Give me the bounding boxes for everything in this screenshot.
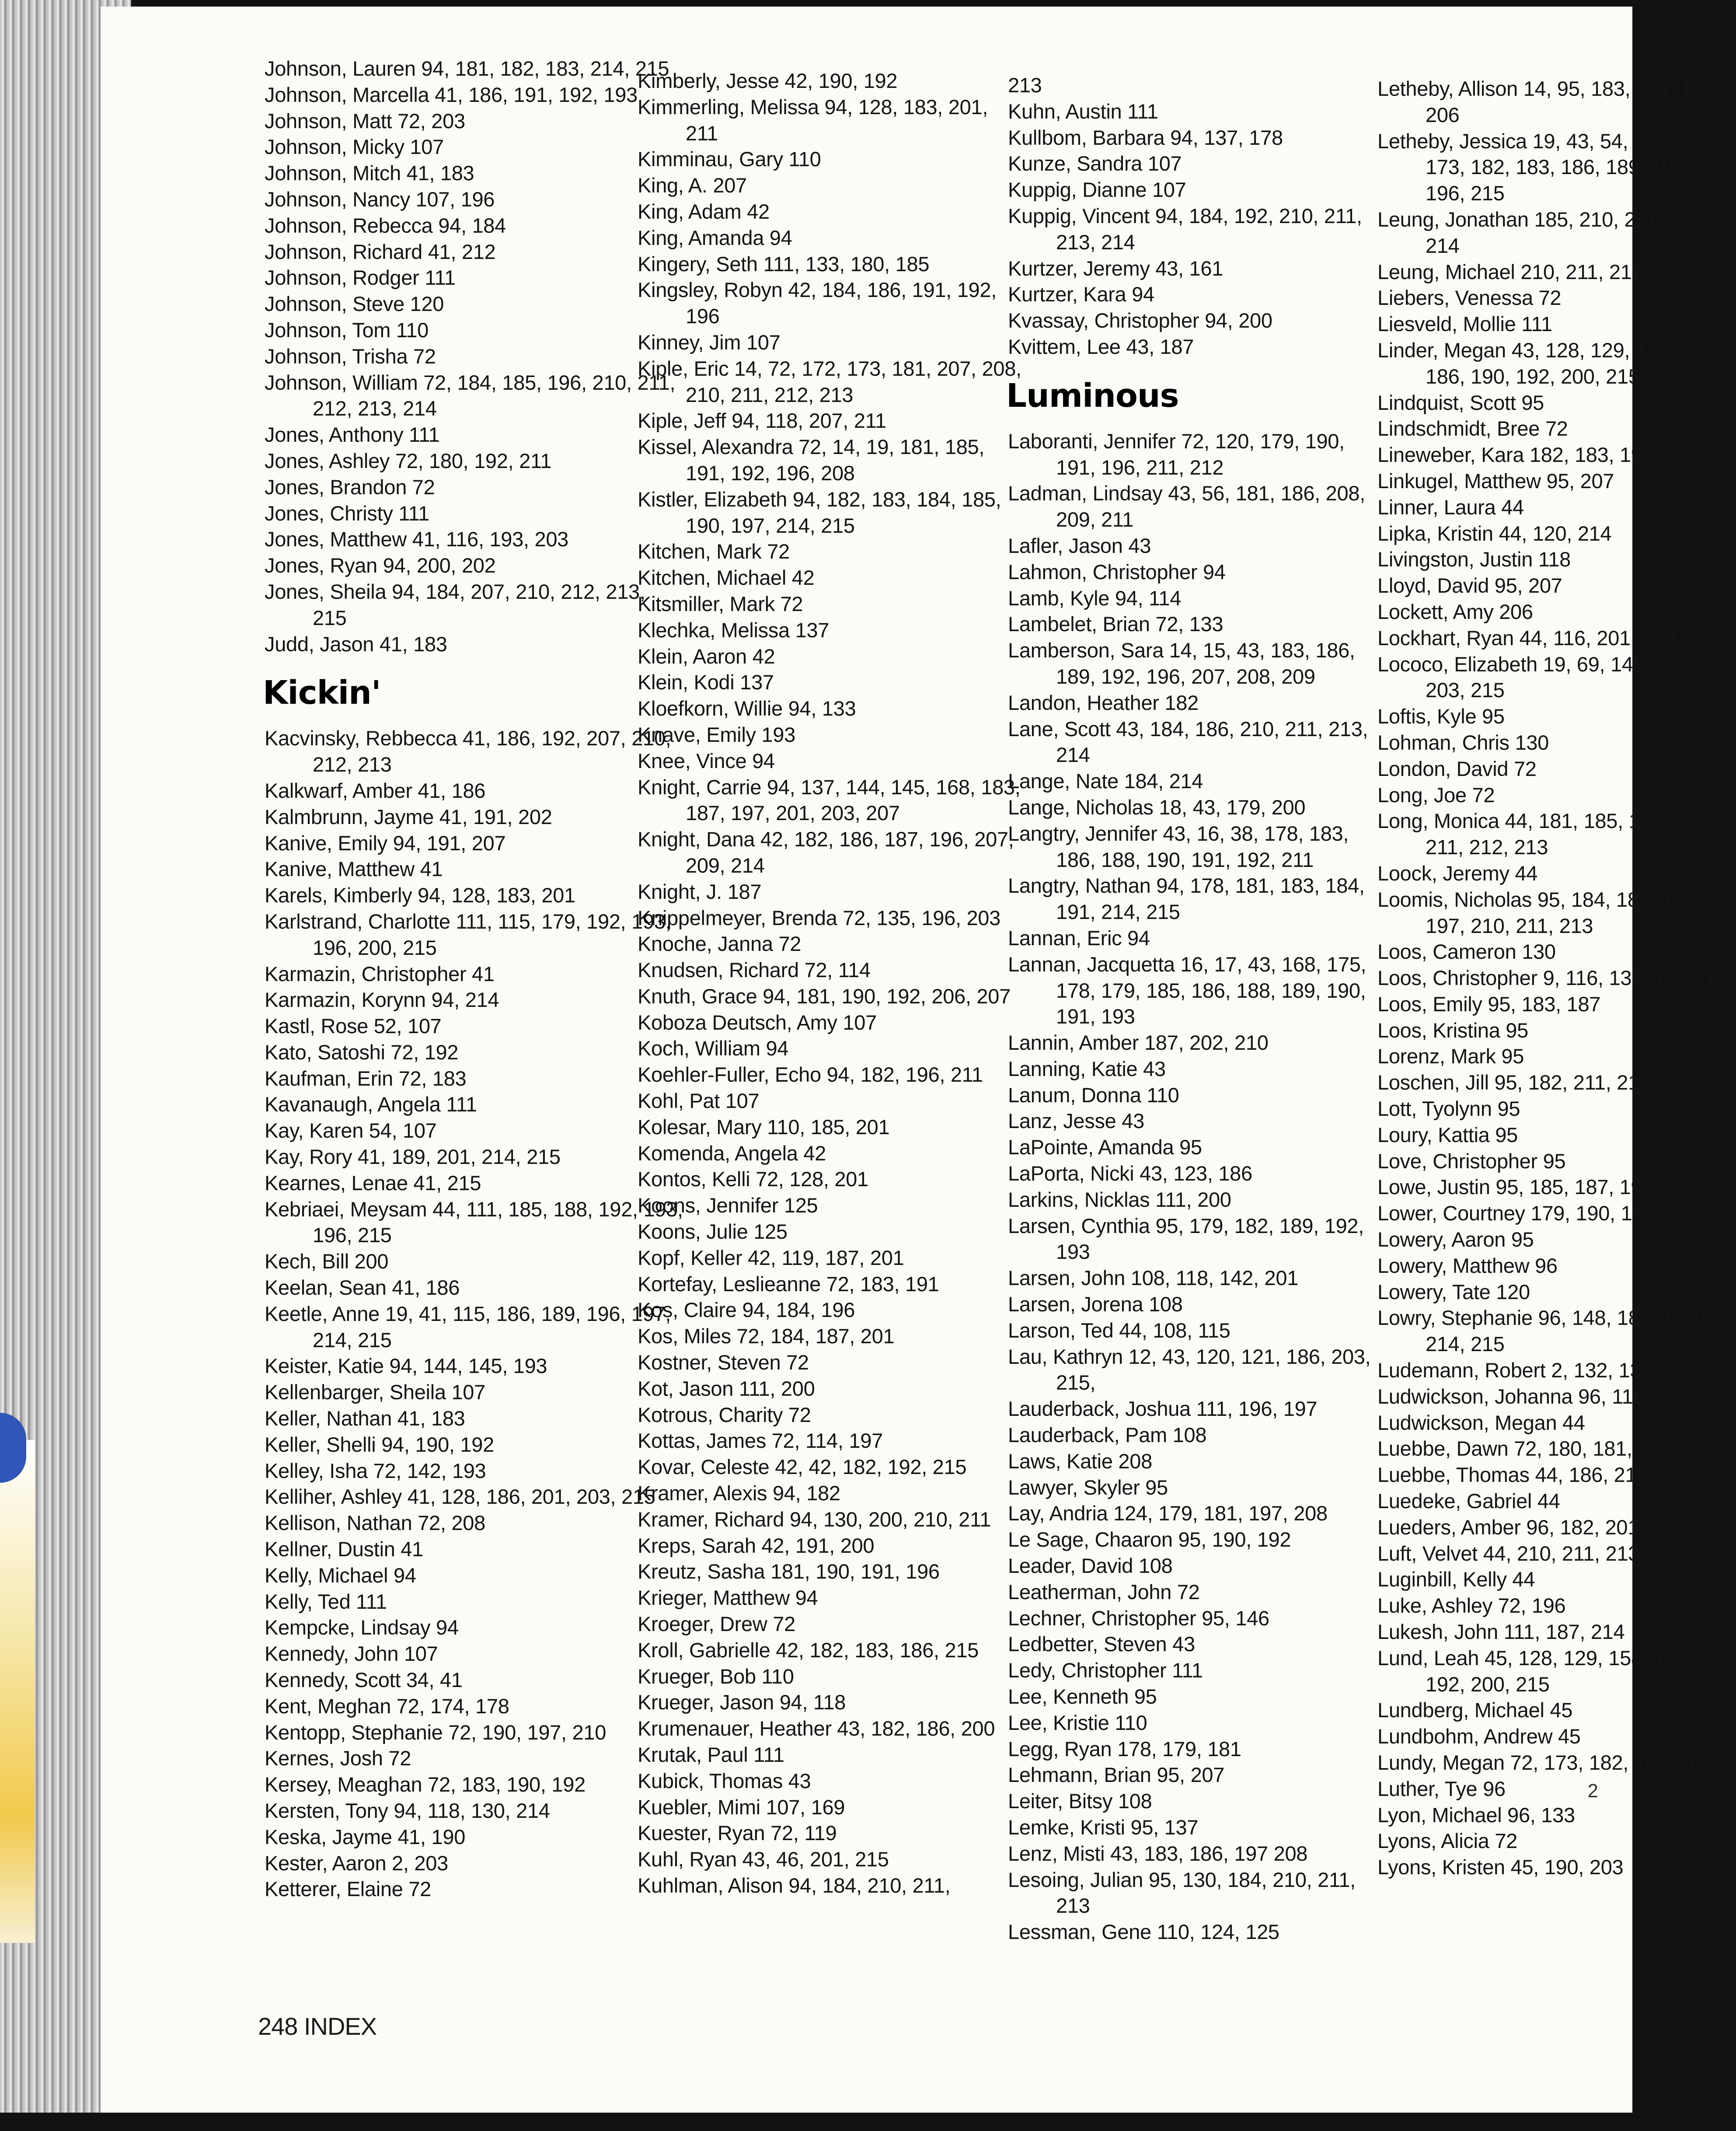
index-entry: Johnson, Rebecca 94, 184 xyxy=(265,213,506,237)
index-entry: Johnson, Lauren 94, 181, 182, 183, 214, 215 xyxy=(265,57,669,80)
index-entry: Kalkwarf, Amber 41, 186 xyxy=(265,779,486,802)
index-entry: Landon, Heather 182 xyxy=(1008,691,1199,714)
index-entry: Knippelmeyer, Brenda 72, 135, 196, 203 xyxy=(638,906,1000,929)
index-entry: Loftis, Kyle 95 xyxy=(1377,705,1505,728)
index-entry: King, A. 207 xyxy=(638,174,747,197)
index-entry: Klein, Kodi 137 xyxy=(638,671,774,694)
index-entry: Komenda, Angela 42 xyxy=(638,1141,826,1165)
index-entry: Ludemann, Robert 2, 132, 133 xyxy=(1377,1359,1653,1382)
index-entry: Johnson, Trisha 72 xyxy=(265,344,436,368)
index-entry: Leung, Jonathan 185, 210, 211, 21 213, 214 xyxy=(1377,207,1736,257)
index-entry: Langtry, Jennifer 43, 16, 38, 178, 183, 186, 188, 190, 191, 192, 211 xyxy=(1008,821,1349,871)
index-entry: Koons, Julie 125 xyxy=(638,1220,788,1244)
index-entry: Lange, Nate 184, 214 xyxy=(1008,769,1203,793)
index-entry: Kennedy, John 107 xyxy=(265,1642,438,1666)
index-entry: Kurtzer, Kara 94 xyxy=(1008,283,1154,306)
index-entry: Lundberg, Michael 45 xyxy=(1377,1698,1573,1722)
index-entry: Kent, Meghan 72, 174, 178 xyxy=(265,1694,509,1718)
index-entry: Kingery, Seth 111, 133, 180, 185 xyxy=(638,252,930,276)
index-entry: Kester, Aaron 2, 203 xyxy=(265,1851,448,1875)
index-entry: Loock, Jeremy 44 xyxy=(1377,861,1538,885)
index-entry: LaPointe, Amanda 95 xyxy=(1008,1135,1202,1159)
index-entry: Linder, Megan 43, 128, 129, 181, 182, 186, 190, 192, 200, 215 xyxy=(1377,338,1720,388)
index-entry: Loos, Christopher 9, 116, 130, 13 201 xyxy=(1377,966,1716,990)
index-entry: Larsen, John 108, 118, 142, 201 xyxy=(1008,1266,1299,1290)
index-entry: Luke, Ashley 72, 196 xyxy=(1377,1594,1566,1617)
index-entry: Loomis, Nicholas 95, 184, 185, 18 190, 197, 210, 211, 213 xyxy=(1377,887,1729,937)
index-entry: Lowery, Aaron 95 xyxy=(1377,1228,1534,1251)
index-entry: Karmazin, Korynn 94, 214 xyxy=(265,988,499,1012)
index-entry: Johnson, Richard 41, 212 xyxy=(265,240,496,263)
index-entry: Kimminau, Gary 110 xyxy=(638,147,821,171)
index-entry: Kalmbrunn, Jayme 41, 191, 202 xyxy=(265,805,552,828)
index-entry: Kempcke, Lindsay 94 xyxy=(265,1616,459,1639)
page-footer: 248 INDEX xyxy=(258,2012,377,2040)
index-entry: Kimberly, Jesse 42, 190, 192 xyxy=(638,69,898,92)
index-entry: Loos, Emily 95, 183, 187 xyxy=(1377,992,1601,1016)
index-entry: Koch, William 94 xyxy=(638,1037,789,1060)
index-entry: Kohl, Pat 107 xyxy=(638,1089,760,1113)
index-entry: Livingston, Justin 118 xyxy=(1377,548,1571,571)
index-entry: Leader, David 108 xyxy=(1008,1554,1173,1578)
index-entry: Kopf, Keller 42, 119, 187, 201 xyxy=(638,1246,904,1269)
index-entry: Lundbohm, Andrew 45 xyxy=(1377,1725,1581,1748)
index-entry: Kurtzer, Jeremy 43, 161 xyxy=(1008,256,1224,280)
index-entry: Lechner, Christopher 95, 146 xyxy=(1008,1606,1269,1630)
index-entry: Knave, Emily 193 xyxy=(638,723,795,746)
index-entry: Kostner, Steven 72 xyxy=(638,1351,809,1374)
index-entry: King, Adam 42 xyxy=(638,199,770,223)
index-entry: Kuester, Ryan 72, 119 xyxy=(638,1821,837,1845)
index-entry: Larson, Ted 44, 108, 115 xyxy=(1008,1318,1231,1342)
index-entry: Lessman, Gene 110, 124, 125 xyxy=(1008,1920,1279,1944)
index-entry: Jones, Matthew 41, 116, 193, 203 xyxy=(265,528,569,551)
index-entry: Knight, Carrie 94, 137, 144, 145, 168, 183, 187, 197, 201, 203, 207 xyxy=(638,775,1021,825)
index-entry: Lahmon, Christopher 94 xyxy=(1008,560,1226,583)
index-entry: Kissel, Alexandra 72, 14, 19, 181, 185, 191, 192, 196, 208 xyxy=(638,435,985,485)
index-entry: Jones, Sheila 94, 184, 207, 210, 212, 213, 215 xyxy=(265,580,645,629)
index-entry: Krumenauer, Heather 43, 182, 186, 200 xyxy=(638,1717,995,1740)
index-entry: Liebers, Venessa 72 xyxy=(1377,286,1562,310)
index-entry: Kloefkorn, Willie 94, 133 xyxy=(638,697,856,720)
index-entry: Long, Monica 44, 181, 185, 183, 210, 211, 212, 213 xyxy=(1377,809,1713,859)
index-entry: Kuhl, Ryan 43, 46, 201, 215 xyxy=(638,1848,889,1871)
index-entry: Krueger, Jason 94, 118 xyxy=(638,1691,846,1714)
index-entry: Lorenz, Mark 95 xyxy=(1377,1045,1524,1068)
index-entry: Kuebler, Mimi 107, 169 xyxy=(638,1795,845,1819)
index-entry: Judd, Jason 41, 183 xyxy=(265,632,447,656)
index-entry: Kubick, Thomas 43 xyxy=(638,1769,811,1792)
index-entry: Kelly, Ted 111 xyxy=(265,1590,387,1613)
index-entry: London, David 72 xyxy=(1377,757,1537,780)
index-entry: Jones, Anthony 111 xyxy=(265,423,440,447)
index-entry: Kanive, Matthew 41 xyxy=(265,857,443,881)
index-entry: Lockett, Amy 206 xyxy=(1377,600,1533,623)
section-heading: Kickin' xyxy=(263,674,381,712)
index-entry: Ludwickson, Johanna 96, 115, 18 xyxy=(1377,1384,1678,1408)
index-entry: Knuth, Grace 94, 181, 190, 192, 206, 207 xyxy=(638,984,1011,1008)
index-entry: Luedeke, Gabriel 44 xyxy=(1377,1489,1560,1513)
index-entry: Kvassay, Christopher 94, 200 xyxy=(1008,309,1272,332)
index-entry: Leatherman, John 72 xyxy=(1008,1580,1200,1603)
index-entry: Keelan, Sean 41, 186 xyxy=(265,1276,460,1300)
index-entry: Loury, Kattia 95 xyxy=(1377,1123,1518,1146)
index-entry: Knight, Dana 42, 182, 186, 187, 196, 207, 209, 214 xyxy=(638,828,1014,877)
index-entry: Kreutz, Sasha 181, 190, 191, 196 xyxy=(638,1560,940,1583)
index-column-2 xyxy=(638,68,1022,1899)
index-entry: Klechka, Melissa 137 xyxy=(638,618,830,642)
index-entry: Linkugel, Matthew 95, 207 xyxy=(1377,469,1614,493)
index-entry: Kearnes, Lenae 41, 215 xyxy=(265,1171,481,1195)
index-entry: Leung, Michael 210, 211, 212, 21 xyxy=(1377,260,1677,283)
index-entry: Lemke, Kristi 95, 137 xyxy=(1008,1816,1199,1839)
index-entry: Johnson, William 72, 184, 185, 196, 210, 211, 212, 213, 214 xyxy=(265,370,676,420)
index-entry: Kvittem, Lee 43, 187 xyxy=(1008,335,1194,358)
index-entry: Loschen, Jill 95, 182, 211, 213 xyxy=(1377,1071,1651,1094)
index-entry: Lenz, Misti 43, 183, 186, 197 208 xyxy=(1008,1841,1308,1865)
spine-color-strip xyxy=(0,1440,35,1943)
index-entry: Loos, Cameron 130 xyxy=(1377,940,1556,964)
index-entry: Kentopp, Stephanie 72, 190, 197, 210 xyxy=(265,1720,607,1744)
index-entry: Koons, Jennifer 125 xyxy=(638,1194,818,1217)
index-entry: Kolesar, Mary 110, 185, 201 xyxy=(638,1115,890,1139)
index-entry: Kacvinsky, Rebbecca 41, 186, 192, 207, 210, 212, 213 xyxy=(265,727,671,776)
index-entry: Legg, Ryan 178, 179, 181 xyxy=(1008,1737,1241,1761)
index-entry: Love, Christopher 95 xyxy=(1377,1149,1566,1173)
index-entry: Kos, Claire 94, 184, 196 xyxy=(638,1298,855,1322)
index-entry: Laboranti, Jennifer 72, 120, 179, 190, 191, 196, 211, 212 xyxy=(1008,429,1345,479)
index-entry: Koboza Deutsch, Amy 107 xyxy=(638,1010,877,1034)
index-entry: Lange, Nicholas 18, 43, 179, 200 xyxy=(1008,795,1306,819)
index-entry: Kersten, Tony 94, 118, 130, 214 xyxy=(265,1799,550,1822)
index-entry: Kroeger, Drew 72 xyxy=(638,1612,795,1636)
index-entry: Johnson, Marcella 41, 186, 191, 192, 193 xyxy=(265,83,638,106)
index-entry: Luebbe, Dawn 72, 180, 181, xyxy=(1377,1437,1632,1460)
index-entry: Kingsley, Robyn 42, 184, 186, 191, 192, 196 xyxy=(638,278,997,328)
index-entry: Lau, Kathryn 12, 43, 120, 121, 186, 203, 215, xyxy=(1008,1345,1371,1394)
index-entry: Johnson, Mitch 41, 183 xyxy=(265,161,474,185)
index-entry: Johnson, Matt 72, 203 xyxy=(265,109,465,133)
index-entry: Larsen, Cynthia 95, 179, 182, 189, 192, 193 xyxy=(1008,1214,1364,1264)
index-entry: Lower, Courtney 179, 190, 191, 1 xyxy=(1377,1202,1677,1225)
index-entry: Ladman, Lindsay 43, 56, 181, 186, 208, 209, 211 xyxy=(1008,482,1365,531)
index-entry: Kunze, Sandra 107 xyxy=(1008,152,1182,175)
index-entry: Kiple, Jeff 94, 118, 207, 211 xyxy=(638,409,886,433)
index-entry: Lowe, Justin 95, 185, 187, 196, 2 xyxy=(1377,1175,1676,1199)
index-entry: Kelley, Isha 72, 142, 193 xyxy=(265,1459,486,1482)
index-entry: Lesoing, Julian 95, 130, 184, 210, 211, 213 xyxy=(1008,1868,1356,1918)
index-entry: Johnson, Rodger 111 xyxy=(265,266,456,290)
index-entry: Keller, Shelli 94, 190, 192 xyxy=(265,1432,494,1456)
index-entry: Kottas, James 72, 114, 197 xyxy=(638,1429,883,1453)
index-entry: Klein, Aaron 42 xyxy=(638,644,775,668)
index-entry: Kovar, Celeste 42, 42, 182, 192, 215 xyxy=(638,1455,967,1479)
index-entry: Johnson, Steve 120 xyxy=(265,292,444,316)
index-entry: Johnson, Micky 107 xyxy=(265,135,444,159)
index-entry: Kanive, Emily 94, 191, 207 xyxy=(265,831,506,855)
index-entry: Luebbe, Thomas 44, 186, 215 xyxy=(1377,1463,1648,1487)
index-entry: Kelly, Michael 94 xyxy=(265,1563,416,1587)
index-entry: Lyon, Michael 96, 133 xyxy=(1377,1803,1575,1827)
index-entry: Letheby, Allison 14, 95, 183, 191, 1%6, 206 xyxy=(1377,77,1728,126)
index-entry: Johnson, Tom 110 xyxy=(265,318,429,342)
index-entry: Lay, Andria 124, 179, 181, 197, 208 xyxy=(1008,1502,1328,1525)
index-entry: Kuppig, Dianne 107 xyxy=(1008,178,1186,202)
index-entry: Kistler, Elizabeth 94, 182, 183, 184, 185, 190, 197, 214, 215 xyxy=(638,487,1001,537)
index-entry: Kramer, Richard 94, 130, 200, 210, 211 xyxy=(638,1507,991,1531)
section-heading: Luminous xyxy=(1006,377,1179,415)
index-entry: Lloyd, David 95, 207 xyxy=(1377,574,1562,597)
index-entry: Johnson, Nancy 107, 196 xyxy=(265,187,495,211)
index-entry: Loos, Kristina 95 xyxy=(1377,1018,1528,1042)
index-entry: Knee, Vince 94 xyxy=(638,749,775,772)
index-entry: Krueger, Bob 110 xyxy=(638,1664,794,1688)
index-entry: Knoche, Janna 72 xyxy=(638,932,802,956)
index-entry: Jones, Ashley 72, 180, 192, 211 xyxy=(265,449,552,472)
index-entry: Ledbetter, Steven 43 xyxy=(1008,1632,1195,1656)
margin-stub: 2 xyxy=(1587,1780,1598,1802)
index-entry: Kitsmiller, Mark 72 xyxy=(638,592,803,615)
index-entry: Jones, Christy 111 xyxy=(265,501,429,525)
index-entry: Kay, Rory 41, 189, 201, 214, 215 xyxy=(265,1145,561,1169)
index-entry: Kennedy, Scott 34, 41 xyxy=(265,1668,463,1692)
index-entry: Kellison, Nathan 72, 208 xyxy=(265,1511,485,1535)
index-entry: Krieger, Matthew 94 xyxy=(638,1586,818,1610)
index-entry: Jones, Ryan 94, 200, 202 xyxy=(265,554,496,577)
bottom-edge xyxy=(0,2113,1632,2131)
index-entry: Larkins, Nicklas 111, 200 xyxy=(1008,1188,1231,1211)
index-entry: 213 xyxy=(1008,73,1042,97)
index-entry: Kortefay, Leslieanne 72, 183, 191 xyxy=(638,1272,939,1296)
index-entry: Lott, Tyolynn 95 xyxy=(1377,1097,1520,1121)
index-entry: Kramer, Alexis 94, 182 xyxy=(638,1481,840,1505)
index-entry: Kellner, Dustin 41 xyxy=(265,1537,423,1561)
index-entry: Lauderback, Joshua 111, 196, 197 xyxy=(1008,1397,1318,1421)
index-entry: Lannin, Amber 187, 202, 210 xyxy=(1008,1031,1269,1055)
index-entry: Lauderback, Pam 108 xyxy=(1008,1423,1207,1447)
index-entry: Lund, Leah 45, 128, 129, 158, 17 182, 192, 200, 215 xyxy=(1377,1646,1721,1696)
index-entry: Kavanaugh, Angela 111 xyxy=(265,1093,477,1116)
index-entry: Luft, Velvet 44, 210, 211, 213 xyxy=(1377,1541,1639,1565)
index-entry: Lehmann, Brian 95, 207 xyxy=(1008,1763,1225,1787)
index-entry: Knight, J. 187 xyxy=(638,880,762,903)
index-entry: Lundy, Megan 72, 173, 182, 183, 208 xyxy=(1377,1751,1713,1774)
index-entry: Lyons, Alicia 72 xyxy=(1377,1829,1518,1853)
index-entry: Lambelet, Brian 72, 133 xyxy=(1008,612,1224,636)
index-entry: Langtry, Nathan 94, 178, 181, 183, 184, 191, 214, 215 xyxy=(1008,874,1365,924)
index-entry: Lindschmidt, Bree 72 xyxy=(1377,417,1568,440)
index-entry: Lowery, Matthew 96 xyxy=(1377,1254,1558,1277)
index-entry: Kersey, Meaghan 72, 183, 190, 192 xyxy=(265,1773,586,1796)
index-entry: Kato, Satoshi 72, 192 xyxy=(265,1040,459,1064)
index-entry: Kinney, Jim 107 xyxy=(638,330,781,354)
index-entry: Linner, Laura 44 xyxy=(1377,495,1524,519)
index-entry: Lowery, Tate 120 xyxy=(1377,1280,1530,1303)
index-entry: Keister, Katie 94, 144, 145, 193 xyxy=(265,1354,547,1378)
index-entry: Lineweber, Kara 182, 183, 196 xyxy=(1377,443,1654,467)
index-entry: King, Amanda 94 xyxy=(638,226,792,249)
index-entry: Lamberson, Sara 14, 15, 43, 183, 186, 189, 192, 196, 207, 208, 209 xyxy=(1008,639,1355,688)
index-entry: Kaufman, Erin 72, 183 xyxy=(265,1066,467,1090)
index-entry: Leiter, Bitsy 108 xyxy=(1008,1789,1152,1813)
index-entry: Lee, Kenneth 95 xyxy=(1008,1685,1157,1708)
index-entry: Ketterer, Elaine 72 xyxy=(265,1877,431,1901)
index-entry: Lukesh, John 111, 187, 214 xyxy=(1377,1620,1625,1644)
index-entry: Long, Joe 72 xyxy=(1377,783,1495,807)
index-entry: Ledy, Christopher 111 xyxy=(1008,1659,1203,1682)
index-page xyxy=(101,7,1736,2113)
index-entry: Kuppig, Vincent 94, 184, 192, 210, 211, 213, 214 xyxy=(1008,204,1362,254)
index-entry: Luginbill, Kelly 44 xyxy=(1377,1568,1535,1591)
index-entry: Lohman, Chris 130 xyxy=(1377,730,1549,754)
index-entry: Kebriaei, Meysam 44, 111, 185, 188, 192, 193, 196, 215 xyxy=(265,1197,683,1247)
index-entry: Kay, Karen 54, 107 xyxy=(265,1119,437,1142)
index-entry: Kitchen, Michael 42 xyxy=(638,566,815,590)
index-entry: Lanz, Jesse 43 xyxy=(1008,1109,1144,1133)
index-entry: Kernes, Josh 72 xyxy=(265,1747,411,1770)
index-entry: Liesveld, Mollie 111 xyxy=(1377,312,1552,336)
index-entry: Lawyer, Skyler 95 xyxy=(1008,1475,1168,1499)
index-entry: Lannan, Jacquetta 16, 17, 43, 168, 175, 178, 179, 185, 186, 188, 189, 190, 191, 193 xyxy=(1008,952,1366,1028)
index-entry: Ludwickson, Megan 44 xyxy=(1377,1411,1585,1434)
index-entry: Laws, Katie 208 xyxy=(1008,1449,1152,1473)
index-entry: Lafler, Jason 43 xyxy=(1008,534,1151,557)
index-entry: Lowry, Stephanie 96, 148, 181, 18 192, 214, 215 xyxy=(1377,1306,1730,1356)
index-entry: Kech, Bill 200 xyxy=(265,1250,389,1273)
index-entry: Keetle, Anne 19, 41, 115, 186, 189, 196, 197, 214, 215 xyxy=(265,1302,671,1352)
index-entry: Lueders, Amber 96, 182, 201 xyxy=(1377,1515,1639,1539)
index-entry: Lamb, Kyle 94, 114 xyxy=(1008,586,1182,610)
index-entry: Lindquist, Scott 95 xyxy=(1377,391,1544,414)
index-entry: Lyons, Kristen 45, 190, 203 xyxy=(1377,1855,1624,1879)
index-entry: Lane, Scott 43, 184, 186, 210, 211, 213, 214 xyxy=(1008,717,1368,767)
index-entry: Le Sage, Chaaron 95, 190, 192 xyxy=(1008,1528,1291,1551)
index-entry: Keska, Jayme 41, 190 xyxy=(265,1825,466,1848)
index-entry: Lococo, Elizabeth 19, 69, 148, 18 196, 203, 215 xyxy=(1377,652,1723,702)
index-entry: Kos, Miles 72, 184, 187, 201 xyxy=(638,1324,895,1348)
index-entry: Lipka, Kristin 44, 120, 214 xyxy=(1377,521,1612,545)
index-column-3 xyxy=(1008,72,1384,1945)
index-entry: Kimmerling, Melissa 94, 128, 183, 201, 211 xyxy=(638,95,988,145)
index-entry: Koehler-Fuller, Echo 94, 182, 196, 211 xyxy=(638,1063,983,1086)
index-entry: Kuhlman, Alison 94, 184, 210, 211, xyxy=(638,1873,951,1897)
index-entry: Kellenbarger, Sheila 107 xyxy=(265,1380,485,1404)
index-entry: Lanum, Donna 110 xyxy=(1008,1083,1179,1107)
index-entry: Karels, Kimberly 94, 128, 183, 201 xyxy=(265,884,575,907)
index-entry: Kullbom, Barbara 94, 137, 178 xyxy=(1008,126,1283,149)
index-entry: Jones, Brandon 72 xyxy=(265,475,435,499)
index-entry: Lannan, Eric 94 xyxy=(1008,926,1150,950)
index-entry: Kitchen, Mark 72 xyxy=(638,540,790,563)
index-entry: LaPorta, Nicki 43, 123, 186 xyxy=(1008,1162,1252,1185)
index-entry: Larsen, Jorena 108 xyxy=(1008,1293,1183,1316)
index-entry: Lee, Kristie 110 xyxy=(1008,1711,1147,1734)
index-entry: Keller, Nathan 41, 183 xyxy=(265,1407,465,1430)
index-entry: Knudsen, Richard 72, 114 xyxy=(638,958,871,982)
index-entry: Kotrous, Charity 72 xyxy=(638,1403,811,1426)
index-entry: Luther, Tye 96 xyxy=(1377,1777,1506,1800)
index-entry: Kelliher, Ashley 41, 128, 186, 201, 203, 215 xyxy=(265,1485,655,1509)
index-entry: Kroll, Gabrielle 42, 182, 183, 186, 215 xyxy=(638,1638,979,1662)
index-entry: Kastl, Rose 52, 107 xyxy=(265,1014,442,1038)
index-entry: Karmazin, Christopher 41 xyxy=(265,962,495,985)
index-column-1 xyxy=(265,56,684,1902)
index-entry: Krutak, Paul 111 xyxy=(638,1743,784,1766)
index-entry: Lanning, Katie 43 xyxy=(1008,1057,1166,1080)
index-entry: Kiple, Eric 14, 72, 172, 173, 181, 207, 208, 210, 211, 212, 213 xyxy=(638,356,1021,406)
index-column-4 xyxy=(1377,76,1736,1880)
index-entry: Kuhn, Austin 111 xyxy=(1008,99,1158,123)
index-entry: Letheby, Jessica 19, 43, 54, 115, 16?, 173, 182, 183, 186, 189, 191, 192, 196, 215 xyxy=(1377,129,1736,205)
index-entry: Lockhart, Ryan 44, 116, 201, 203 xyxy=(1377,626,1676,650)
index-entry: Kreps, Sarah 42, 191, 200 xyxy=(638,1534,875,1557)
index-entry: Kontos, Kelli 72, 128, 201 xyxy=(638,1167,868,1191)
index-entry: Karlstrand, Charlotte 111, 115, 179, 192, 193, 196, 200, 215 xyxy=(265,909,671,959)
index-entry: Kot, Jason 111, 200 xyxy=(638,1376,815,1400)
